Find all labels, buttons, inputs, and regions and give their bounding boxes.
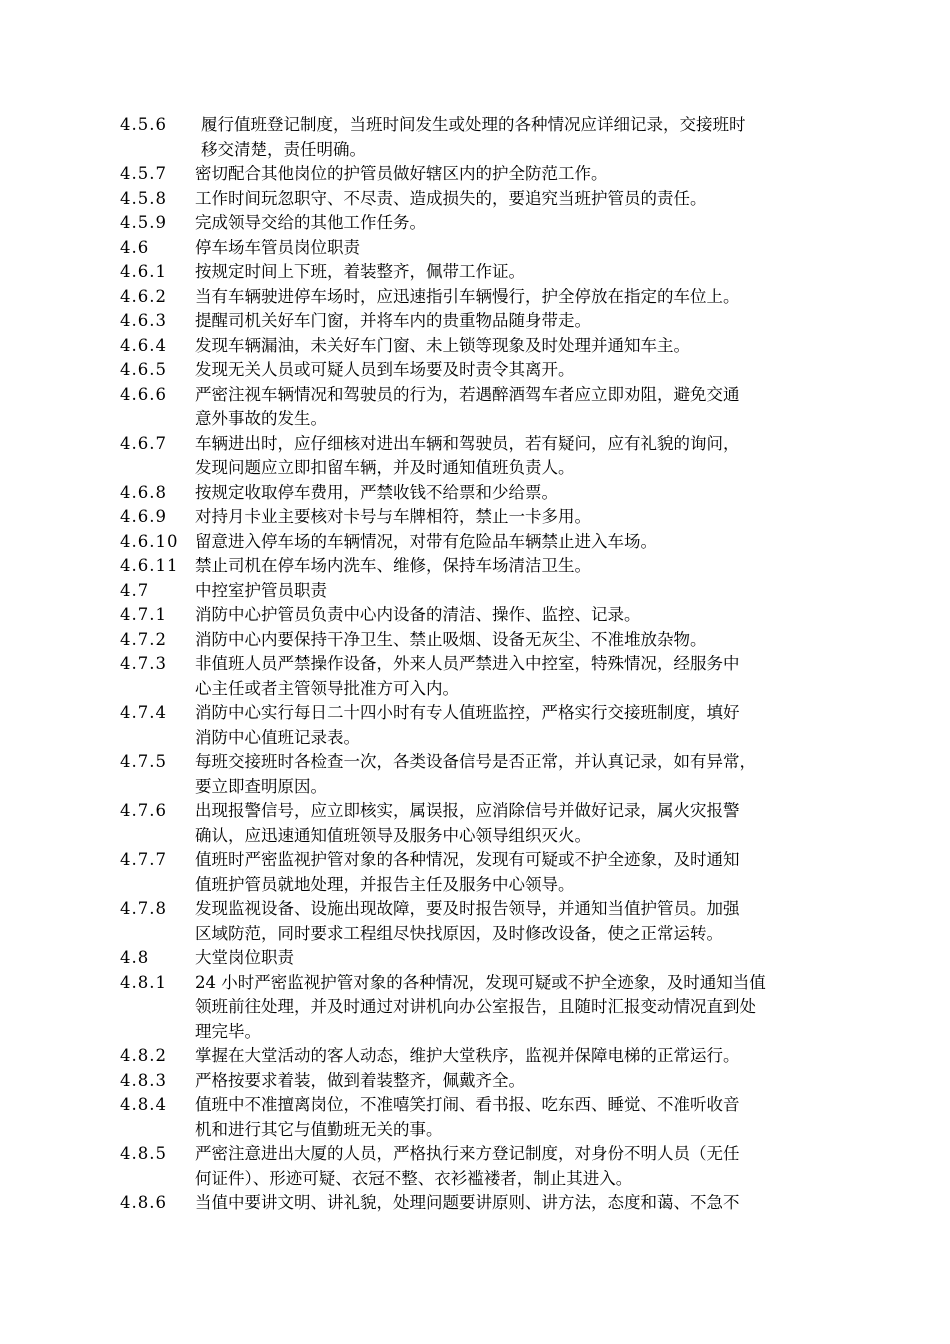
clause-text — [195, 701, 840, 750]
clause-text-line: 24 小时严密监视护管对象的各种情况，发现可疑或不护全迹象，及时通知当值 — [195, 972, 766, 992]
clause-text-line: 意外事故的发生。 — [195, 409, 327, 428]
clause-text-line: 消防中心内要保持干净卫生、禁止吸烟、设备无灰尘、不准堆放杂物。 — [195, 629, 707, 649]
clause-text-line: 非值班人员严禁操作设备，外来人员严禁进入中控室，特殊情况，经服务中 — [195, 654, 740, 673]
clause-text — [195, 530, 840, 555]
document-page — [0, 113, 950, 1216]
clause-text-line: 掌握在大堂活动的客人动态，维护大堂秩序，监视并保障电梯的正常运行。 — [195, 1046, 740, 1065]
clause-text-line: 心主任或者主管领导批准方可入内。 — [195, 678, 459, 698]
clause-number: 4.8.2 — [120, 1046, 167, 1065]
clause-text — [195, 750, 840, 799]
clause-text — [195, 554, 840, 579]
clause-text — [195, 285, 840, 310]
clause-text-line: 何证件）、形迹可疑、衣冠不整、衣衫褴褛者，制止其进入。 — [195, 1168, 633, 1188]
clause-item — [0, 579, 950, 604]
clause-text-line: 区域防范，同时要求工程组尽快找原因，及时修改设备，使之正常运转。 — [195, 923, 723, 943]
clause-text-line: 当值中要讲文明、讲礼貌，处理问题要讲原则、讲方法，态度和蔼、不急不 — [195, 1193, 740, 1212]
clause-text-line: 发现车辆漏油，未关好车门窗、未上锁等现象及时处理并通知车主。 — [195, 335, 690, 355]
clause-item — [0, 211, 950, 236]
clause-number: 4.5.7 — [120, 164, 167, 183]
clause-text — [195, 187, 840, 212]
clause-text-line: 消防中心护管员负责中心内设备的清洁、操作、监控、记录。 — [195, 605, 641, 624]
clause-text-line: 车辆进出时，应仔细核对进出车辆和驾驶员，若有疑问，应有礼貌的询问， — [195, 433, 740, 453]
clause-item — [0, 1093, 950, 1142]
clause-text — [195, 1142, 840, 1191]
clause-text-line: 提醒司机关好车门窗，并将车内的贵重物品随身带走。 — [195, 311, 591, 330]
clause-text-line: 每班交接班时各检查一次，各类设备信号是否正常，并认真记录，如有异常， — [195, 752, 756, 771]
clause-number: 4.8.5 — [120, 1144, 167, 1163]
clause-text — [195, 481, 840, 506]
clause-item — [0, 113, 950, 162]
clause-text-line: 工作时间玩忽职守、不尽责、造成损失的，要追究当班护管员的责任。 — [195, 188, 707, 208]
clause-text — [195, 799, 840, 848]
clause-text-line: 严密注意进出大厦的人员，严格执行来方登记制度，对身份不明人员（无任 — [195, 1144, 740, 1163]
clause-text-line: 发现无关人员或可疑人员到车场要及时责令其离开。 — [195, 360, 575, 379]
clause-text — [195, 432, 840, 481]
clause-item — [0, 603, 950, 628]
clause-item — [0, 1191, 950, 1216]
clause-text-line: 严密注视车辆情况和驾驶员的行为，若遇醉酒驾车者应立即劝阻，避免交通 — [195, 384, 740, 404]
clause-text — [195, 260, 840, 285]
clause-text — [195, 334, 840, 359]
clause-item — [0, 750, 950, 799]
clause-number: 4.7.1 — [120, 605, 167, 624]
clause-item — [0, 897, 950, 946]
clause-item — [0, 848, 950, 897]
clause-item — [0, 628, 950, 653]
clause-text-line: 值班时严密监视护管对象的各种情况，发现有可疑或不护全迹象，及时通知 — [195, 850, 740, 869]
clause-text-line: 领班前往处理，并及时通过对讲机向办公室报告，且随时汇报变动情况直到处 — [195, 997, 756, 1016]
clause-number: 4.7.7 — [120, 850, 167, 869]
clause-item — [0, 481, 950, 506]
clause-number: 4.8.6 — [120, 1193, 167, 1212]
clause-text-line: 值班护管员就地处理，并报告主任及服务中心领导。 — [195, 874, 575, 894]
clause-text-line: 消防中心值班记录表。 — [195, 727, 360, 747]
clause-number: 4.7.2 — [120, 629, 167, 649]
clause-item — [0, 309, 950, 334]
clause-text-line: 消防中心实行每日二十四小时有专人值班监控，严格实行交接班制度，填好 — [195, 703, 740, 722]
clause-text — [195, 1044, 840, 1069]
clause-number: 4.5.6 — [120, 115, 167, 134]
clause-item — [0, 285, 950, 310]
clause-number: 4.7.3 — [120, 654, 167, 673]
clause-number: 4.6.7 — [120, 433, 167, 453]
clause-item — [0, 505, 950, 530]
clause-item — [0, 358, 950, 383]
clause-text-line: 发现问题应立即扣留车辆，并及时通知值班负责人。 — [195, 458, 575, 477]
clause-number: 4.8.1 — [120, 972, 167, 992]
clause-number: 4.7.8 — [120, 899, 167, 918]
clause-item — [0, 554, 950, 579]
clause-text-line: 履行值班登记制度，当班时间发生或处理的各种情况应详细记录，交接班时 — [201, 115, 746, 134]
clause-text — [195, 946, 840, 971]
clause-number: 4.6.3 — [120, 311, 167, 330]
clause-text-line: 留意进入停车场的车辆情况，对带有危险品车辆禁止进入车场。 — [195, 531, 657, 551]
clause-number: 4.6.5 — [120, 360, 167, 379]
clause-number: 4.6.8 — [120, 482, 167, 502]
clause-item — [0, 187, 950, 212]
clause-text — [195, 1093, 840, 1142]
clause-item — [0, 383, 950, 432]
clause-text — [195, 211, 840, 236]
clause-number: 4.6.11 — [120, 556, 179, 575]
clause-number: 4.8.4 — [120, 1095, 167, 1114]
clause-number: 4.6.1 — [120, 262, 167, 281]
clause-text-line: 密切配合其他岗位的护管员做好辖区内的护全防范工作。 — [195, 164, 608, 183]
clause-text-line: 移交清楚，责任明确。 — [201, 139, 366, 159]
clause-number: 4.6.2 — [120, 286, 167, 306]
clause-item — [0, 1044, 950, 1069]
clause-text-line: 大堂岗位职责 — [195, 948, 294, 967]
clause-text-line: 严格按要求着装，做到着装整齐，佩戴齐全。 — [195, 1070, 525, 1090]
clause-item — [0, 1069, 950, 1094]
clause-text-line: 理完毕。 — [195, 1021, 261, 1041]
clause-number: 4.7 — [120, 580, 150, 600]
clause-number: 4.8.3 — [120, 1070, 167, 1090]
clause-text — [195, 358, 840, 383]
clause-text — [195, 971, 840, 1045]
clause-number: 4.6.6 — [120, 384, 167, 404]
clause-text-line: 要立即查明原因。 — [195, 776, 327, 796]
clause-text — [195, 162, 840, 187]
clause-text — [195, 848, 840, 897]
clause-text-line: 按规定时间上下班，着装整齐，佩带工作证。 — [195, 262, 525, 281]
clause-item — [0, 946, 950, 971]
clause-text — [195, 236, 840, 261]
clause-item — [0, 799, 950, 848]
clause-number: 4.7.5 — [120, 752, 167, 771]
clause-number: 4.7.6 — [120, 801, 167, 820]
clause-text-line: 机和进行其它与值勤班无关的事。 — [195, 1119, 443, 1139]
clause-text-line: 按规定收取停车费用，严禁收钱不给票和少给票。 — [195, 482, 558, 502]
clause-text-line: 停车场车管员岗位职责 — [195, 237, 360, 257]
clause-item — [0, 530, 950, 555]
clause-text-line: 禁止司机在停车场内洗车、维修，保持车场清洁卫生。 — [195, 556, 591, 575]
clause-number: 4.6 — [120, 237, 150, 257]
clause-item — [0, 1142, 950, 1191]
clause-text — [195, 1069, 840, 1094]
clause-number: 4.6.4 — [120, 335, 167, 355]
clause-item — [0, 432, 950, 481]
clause-item — [0, 701, 950, 750]
clause-text — [195, 1191, 840, 1216]
clause-item — [0, 260, 950, 285]
clause-text-line: 完成领导交给的其他工作任务。 — [195, 213, 426, 232]
clause-text — [195, 383, 840, 432]
clause-text — [195, 652, 840, 701]
clause-number: 4.7.4 — [120, 703, 167, 722]
clause-item — [0, 236, 950, 261]
clause-item — [0, 971, 950, 1045]
clause-number: 4.8 — [120, 948, 150, 967]
clause-text — [201, 113, 846, 162]
clause-text-line: 出现报警信号，应立即核实，属误报，应消除信号并做好记录，属火灾报警 — [195, 801, 740, 820]
clause-text-line: 确认，应迅速通知值班领导及服务中心领导组织灭火。 — [195, 825, 591, 845]
clause-text — [195, 579, 840, 604]
clause-item — [0, 334, 950, 359]
clause-item — [0, 652, 950, 701]
clause-text-line: 值班中不准擅离岗位，不准嘻笑打闹、看书报、吃东西、睡觉、不准听收音 — [195, 1095, 740, 1114]
clause-text — [195, 309, 840, 334]
clause-number: 4.5.9 — [120, 213, 167, 232]
clause-text-line: 发现监视设备、设施出现故障，要及时报告领导，并通知当值护管员。加强 — [195, 899, 740, 918]
clause-text-line: 对持月卡业主要核对卡号与车牌相符，禁止一卡多用。 — [195, 507, 591, 526]
clause-text — [195, 628, 840, 653]
clause-number: 4.5.8 — [120, 188, 167, 208]
clause-number: 4.6.10 — [120, 531, 179, 551]
clause-number: 4.6.9 — [120, 507, 167, 526]
clause-text — [195, 897, 840, 946]
clause-text — [195, 603, 840, 628]
clause-item — [0, 162, 950, 187]
clause-text-line: 中控室护管员职责 — [195, 580, 327, 600]
clause-text — [195, 505, 840, 530]
clause-text-line: 当有车辆驶进停车场时，应迅速指引车辆慢行，护全停放在指定的车位上。 — [195, 286, 740, 306]
